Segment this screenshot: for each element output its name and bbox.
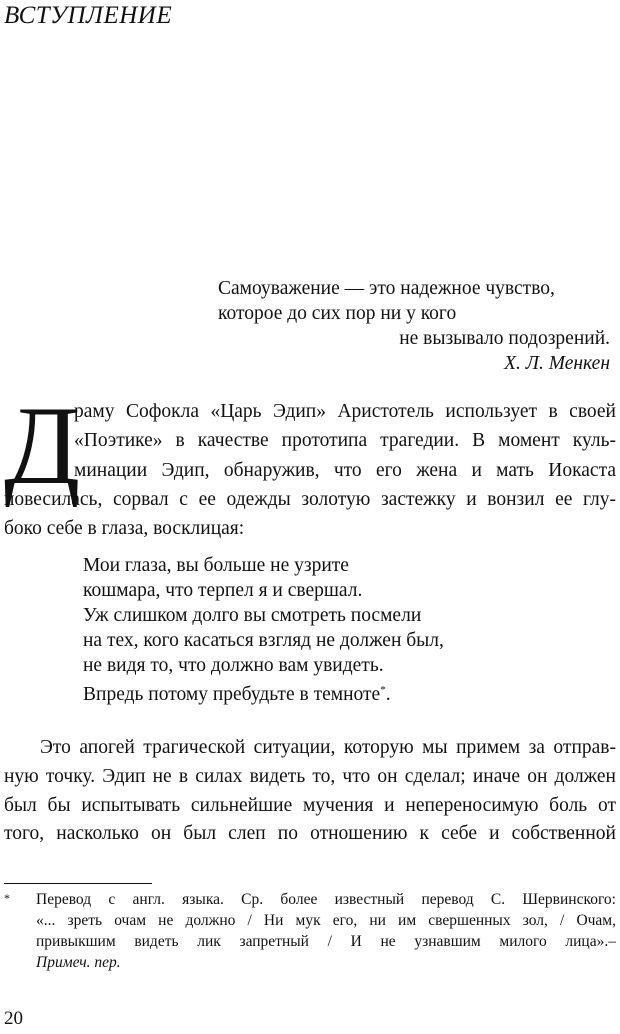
footnote-line: Примеч. пер. — [36, 954, 121, 971]
poem-line: кошмара, что терпел я и свершал. — [83, 580, 363, 601]
poem-line: Мои глаза, вы больше не узрите — [83, 555, 349, 576]
footnote-divider — [4, 883, 152, 884]
poem-line: Уж слишком долго вы смотреть посмели — [83, 605, 422, 626]
footnote-line: привыкшим видеть лик запретный / И не узнавшим милого лица».– — [36, 933, 616, 950]
epigraph-line: Самоуважение — это надежное чувство, — [218, 278, 555, 299]
paragraph-line: ную точку. Эдип не в силах видеть то, что он сделал; иначе он должен — [4, 765, 616, 787]
paragraph-line: минации Эдип, обнаружив, что его жена и мать Иокаста — [74, 459, 616, 481]
chapter-title: ВСТУПЛЕНИЕ — [4, 2, 173, 29]
footnote-marker: * — [4, 891, 10, 905]
paragraph-line: боко себе в глаза, восклицая: — [4, 518, 245, 540]
epigraph-line: которое до сих пор ни у кого — [218, 303, 457, 324]
epigraph-line: не вызывало подозрений. — [399, 328, 610, 349]
poem-line: на тех, кого касаться взгляд не должен был, — [83, 630, 444, 651]
paragraph-line: Это апогей трагической ситуации, которую мы примем за отправ- — [40, 737, 616, 758]
poem-line: не видя то, что должно вам увидеть. — [83, 655, 384, 676]
paragraph-line: повесилась, сорвал с ее одежды золотую застежку и вонзил ее глу- — [4, 488, 616, 510]
poem-quote — [83, 553, 444, 703]
poem-line: Впредь потому пребудьте в темноте — [83, 684, 381, 705]
paragraph-line: раму Софокла «Царь Эдип» Аристотель использует в своей — [74, 401, 616, 422]
footnote-line: «... зреть очам не должно / Ни мук его, ни им свершенных зол, / Очам, — [36, 912, 616, 929]
paragraph-line: был бы испытывать сильнейшие мучения и непереносимую боль от — [4, 794, 616, 816]
epigraph — [0, 276, 610, 376]
epigraph-author: Х. Л. Менкен — [504, 353, 610, 374]
footnote-line: Перевод с англ. языка. Ср. более известный перевод С. Шервинского: — [36, 891, 616, 908]
paragraph-line: «Поэтике» в качестве прототипа трагедии. В момент куль- — [74, 430, 616, 452]
poem-line-last: Впредь потому пребудьте в темноте*. — [83, 684, 391, 705]
drop-cap: Д — [4, 384, 81, 508]
footnote — [4, 889, 616, 973]
paragraph-1 — [4, 397, 616, 543]
page-number: 20 — [4, 1008, 23, 1029]
paragraph-line: того, насколько он был слеп по отношению к себе и собственной — [4, 823, 616, 845]
footnote-reference[interactable]: * — [380, 684, 386, 696]
paragraph-2 — [4, 734, 616, 849]
